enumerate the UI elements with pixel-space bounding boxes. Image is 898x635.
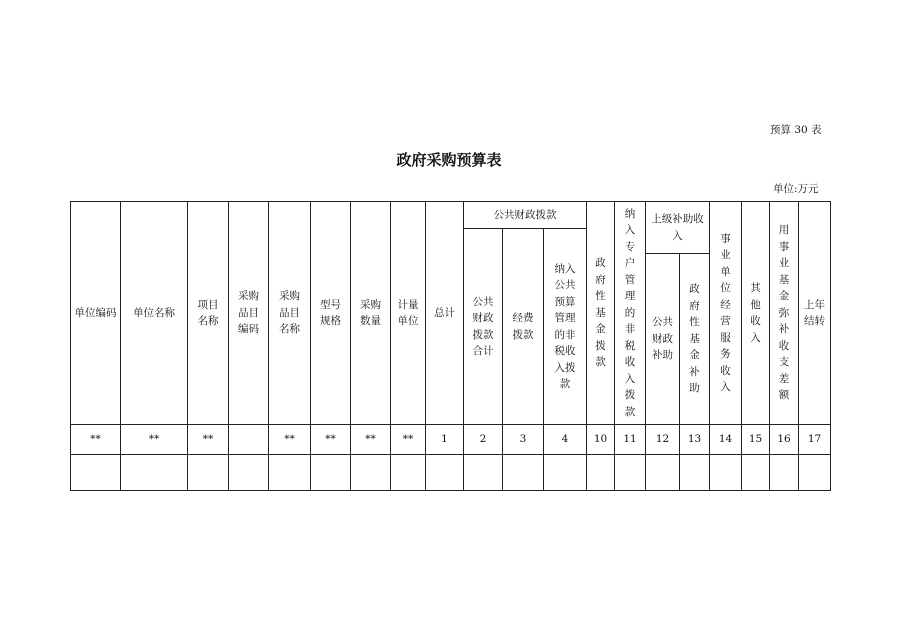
column-header-measure-unit [391,202,426,425]
column-header-label: 纳入公共预算管理的非税收入拨款 [554,262,576,390]
table-cell: 10 [587,425,615,455]
table-cell: 17 [799,425,831,455]
table-cell: ** [391,425,426,455]
column-header-item-name [269,202,311,425]
column-header-label: 公共财政拨款合计 [472,295,494,357]
table-cell: ** [121,425,188,455]
budget-table [70,201,831,491]
column-header-project-name [188,202,229,425]
column-header-public-finance-total [464,229,503,425]
column-header-total [426,202,464,425]
table-cell [587,455,615,491]
column-header-label: 采购数量 [359,298,381,327]
table-cell: ** [351,425,391,455]
table-cell: 13 [680,425,710,455]
column-header-label: 总计 [434,306,455,319]
table-cell: 11 [615,425,646,455]
table-cell: ** [311,425,351,455]
table-cell [799,455,831,491]
page-title: 政府采购预算表 [396,151,502,169]
table-cell [351,455,391,491]
table-cell: 3 [503,425,544,455]
column-header-business-fund-offset [770,202,799,425]
column-header-unit-code [71,202,121,425]
table-cell [391,455,426,491]
table-cell [426,455,464,491]
table-cell [188,455,229,491]
table-cell: 4 [544,425,587,455]
column-header-item-code [229,202,269,425]
column-header-non-tax-budget-allocation [544,229,587,425]
column-header-model-spec [311,202,351,425]
table-cell: 14 [710,425,742,455]
table-cell: ** [188,425,229,455]
table-cell [311,455,351,491]
table-cell [680,455,710,491]
group-header-superior-subsidy [646,202,710,254]
column-header-label: 单位编码 [74,306,117,319]
table-cell [742,455,770,491]
table-number: 预算 30 表 [770,124,822,136]
table-cell: 15 [742,425,770,455]
table-cell [646,455,680,491]
table-cell: ** [71,425,121,455]
group-header-label: 公共财政拨款 [493,208,557,221]
table-cell [615,455,646,491]
table-cell [464,455,503,491]
column-header-quantity [351,202,391,425]
table-cell [229,455,269,491]
column-header-special-account-non-tax-allocation [615,202,646,425]
column-header-label: 上年结转 [803,298,825,327]
table-cell [503,455,544,491]
table-cell [269,455,311,491]
column-header-label: 其他收入 [750,282,761,344]
column-header-label: 计量单位 [397,298,419,327]
column-header-label: 单位名称 [133,306,175,319]
column-header-business-service-income [710,202,742,425]
table-cell: 16 [770,425,799,455]
column-header-other-income [742,202,770,425]
table-cell [770,455,799,491]
table-cell: 1 [426,425,464,455]
column-header-label: 用事业基金弥补收支差额 [778,224,790,402]
table-cell: ** [269,425,311,455]
unit-label: 单位:万元 [773,183,819,195]
column-header-gov-fund-subsidy [680,254,710,425]
column-header-public-finance-subsidy [646,254,680,425]
column-header-label: 事业单位经营服务收入 [720,232,731,393]
column-header-fund-allocation [503,229,544,425]
group-header-public-finance [464,202,587,229]
table-cell [544,455,587,491]
column-header-gov-fund-allocation [587,202,615,425]
column-header-unit-name [121,202,188,425]
table-cell [229,425,269,455]
column-header-label: 项目名称 [197,298,219,327]
table-cell [71,455,121,491]
column-header-label: 政府性基金拨款 [595,257,606,369]
column-header-label: 采购品目名称 [278,290,300,336]
table-cell [121,455,188,491]
column-header-label: 政府性基金补助 [689,283,700,395]
column-header-label: 纳入专户管理的非税收入拨款 [624,207,636,418]
table-cell: 12 [646,425,680,455]
column-header-label: 采购品目编码 [237,290,259,336]
table-cell: 2 [464,425,503,455]
column-header-label: 型号规格 [319,298,341,327]
table-cell [710,455,742,491]
column-header-prior-year-carryover [799,202,831,425]
column-header-label: 公共财政补助 [651,316,673,362]
column-header-label: 经费拨款 [512,312,534,341]
group-header-label: 上级补助收入 [651,213,704,242]
